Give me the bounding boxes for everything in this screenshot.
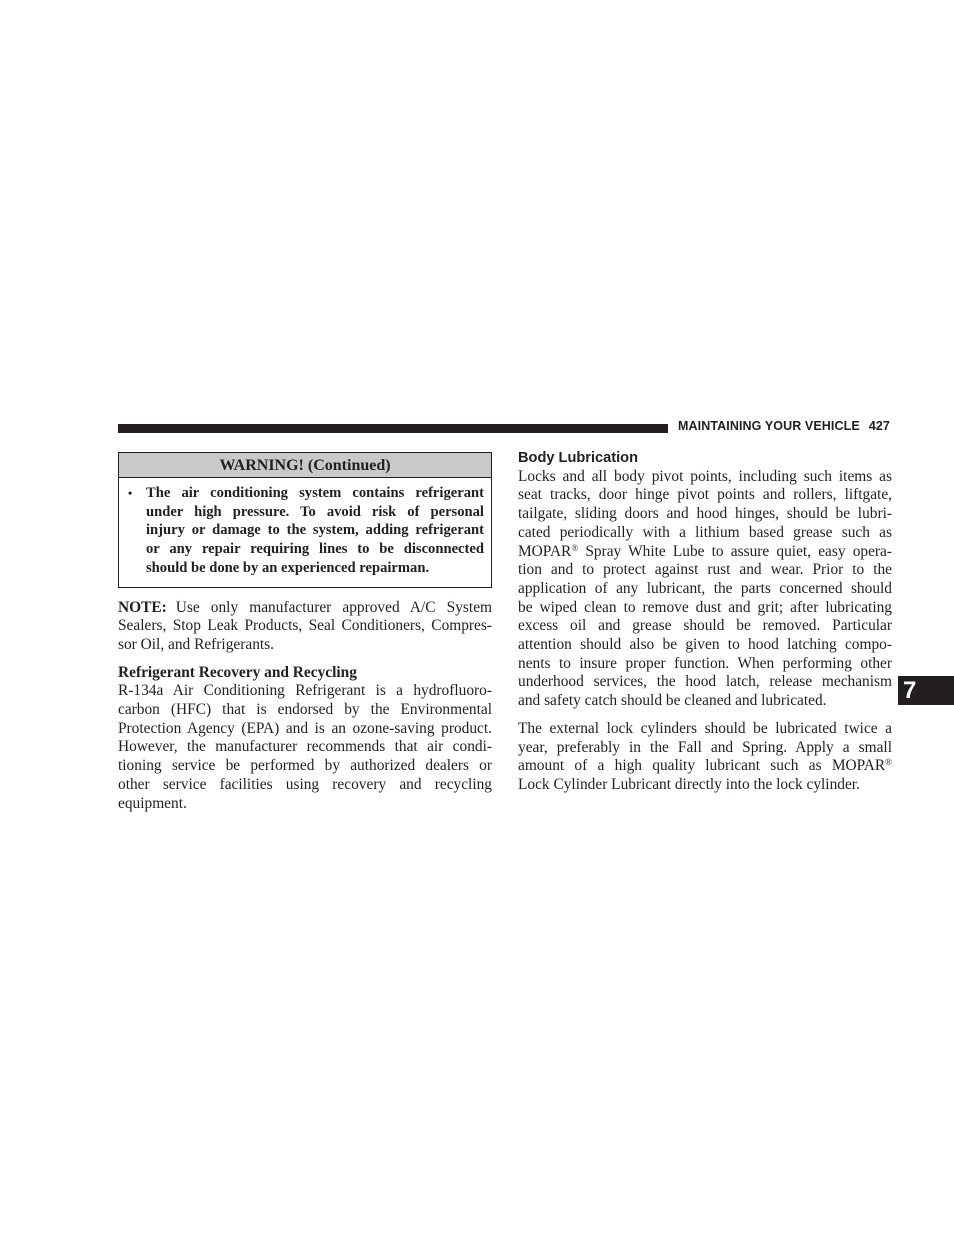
registered-mark: ® [885, 757, 892, 768]
body-line: tailgate, sliding doors and hood hinges, should be lubri- [518, 505, 892, 523]
body-line: be wiped clean to remove dust and grit; after lubricating [518, 598, 892, 616]
page-number: 427 [868, 419, 890, 433]
body-line [518, 757, 892, 776]
body-line [518, 543, 892, 562]
body-line: Locks and all body pivot points, including such items as [518, 467, 892, 485]
mopar-text: MOPAR [518, 542, 572, 560]
body-lubrication-heading: Body Lubrication [518, 450, 638, 466]
body-line: cated periodically with a lithium based grease such as [518, 523, 892, 541]
body-line: underhood services, the hood latch, release mechanism [518, 673, 892, 691]
refrigerant-line: Protection Agency (EPA) and is an ozone-saving product. [118, 719, 492, 737]
body-line: The external lock cylinders should be lubricated twice a [518, 719, 892, 737]
mopar-line: amount of a high quality lubricant such as MOPAR [518, 757, 886, 775]
note-line: Use only manufacturer approved A/C System [175, 598, 492, 616]
body-line: excess oil and grease should be removed. Particular [518, 617, 892, 635]
refrigerant-paragraph [118, 682, 492, 813]
note-label: NOTE: [118, 598, 167, 616]
body-line: nents to insure proper function. When performing other [518, 654, 892, 672]
bullet-icon: • [128, 486, 133, 500]
refrigerant-line: However, the manufacturer recommends that air condi- [118, 738, 492, 756]
warning-box [118, 452, 492, 588]
body-lubrication-paragraph-2 [518, 720, 892, 795]
warning-line: The air conditioning system contains refrigerant [146, 485, 484, 501]
header-rule [118, 424, 668, 433]
running-header [678, 419, 890, 433]
body-line: year, preferably in the Fall and Spring. Apply a small [518, 738, 892, 756]
refrigerant-line: R-134a Air Conditioning Refrigerant is a hydrofluoro- [118, 682, 492, 700]
warning-body [119, 478, 491, 587]
body-line: seat tracks, door hinge pivot points and rollers, liftgate, [518, 486, 892, 504]
chapter-tab[interactable]: 7 [898, 676, 954, 705]
note-line: sor Oil, and Refrigerants. [118, 635, 275, 653]
body-line-rest: Spray White Lube to assure quiet, easy opera- [578, 542, 892, 560]
body-line: tion and to protect against rust and wear. Prior to the [518, 561, 892, 579]
body-line: and safety catch should be cleaned and lubricated. [518, 692, 827, 710]
registered-mark: ® [571, 542, 579, 553]
warning-title: WARNING! (Continued) [119, 453, 491, 478]
refrigerant-line: carbon (HFC) that is endorsed by the Environmental [118, 701, 492, 719]
warning-line: injury or damage to the system, adding refrigerant [146, 522, 484, 539]
warning-line: should be done by an experienced repairman. [146, 559, 430, 576]
note-paragraph [118, 599, 492, 655]
refrigerant-line: equipment. [118, 794, 187, 812]
left-column [118, 452, 492, 813]
body-line: attention should also be given to hood latching compo- [518, 636, 892, 654]
warning-line: or any repair requiring lines to be disconnected [146, 541, 484, 558]
body-line: application of any lubricant, the parts concerned should [518, 579, 892, 597]
refrigerant-line: tioning service be performed by authorized dealers or [118, 757, 492, 775]
warning-text [146, 484, 484, 578]
right-column [518, 452, 892, 795]
note-line: Sealers, Stop Leak Products, Seal Conditioners, Compres- [118, 617, 492, 635]
section-title: MAINTAINING YOUR VEHICLE [678, 419, 860, 433]
refrigerant-heading: Refrigerant Recovery and Recycling [118, 663, 357, 681]
warning-line: under high pressure. To avoid risk of personal [146, 503, 484, 520]
body-lubrication-paragraph-1 [518, 468, 892, 711]
refrigerant-line: other service facilities using recovery and recycling [118, 775, 492, 793]
body-line: Lock Cylinder Lubricant directly into the lock cylinder. [518, 775, 860, 793]
